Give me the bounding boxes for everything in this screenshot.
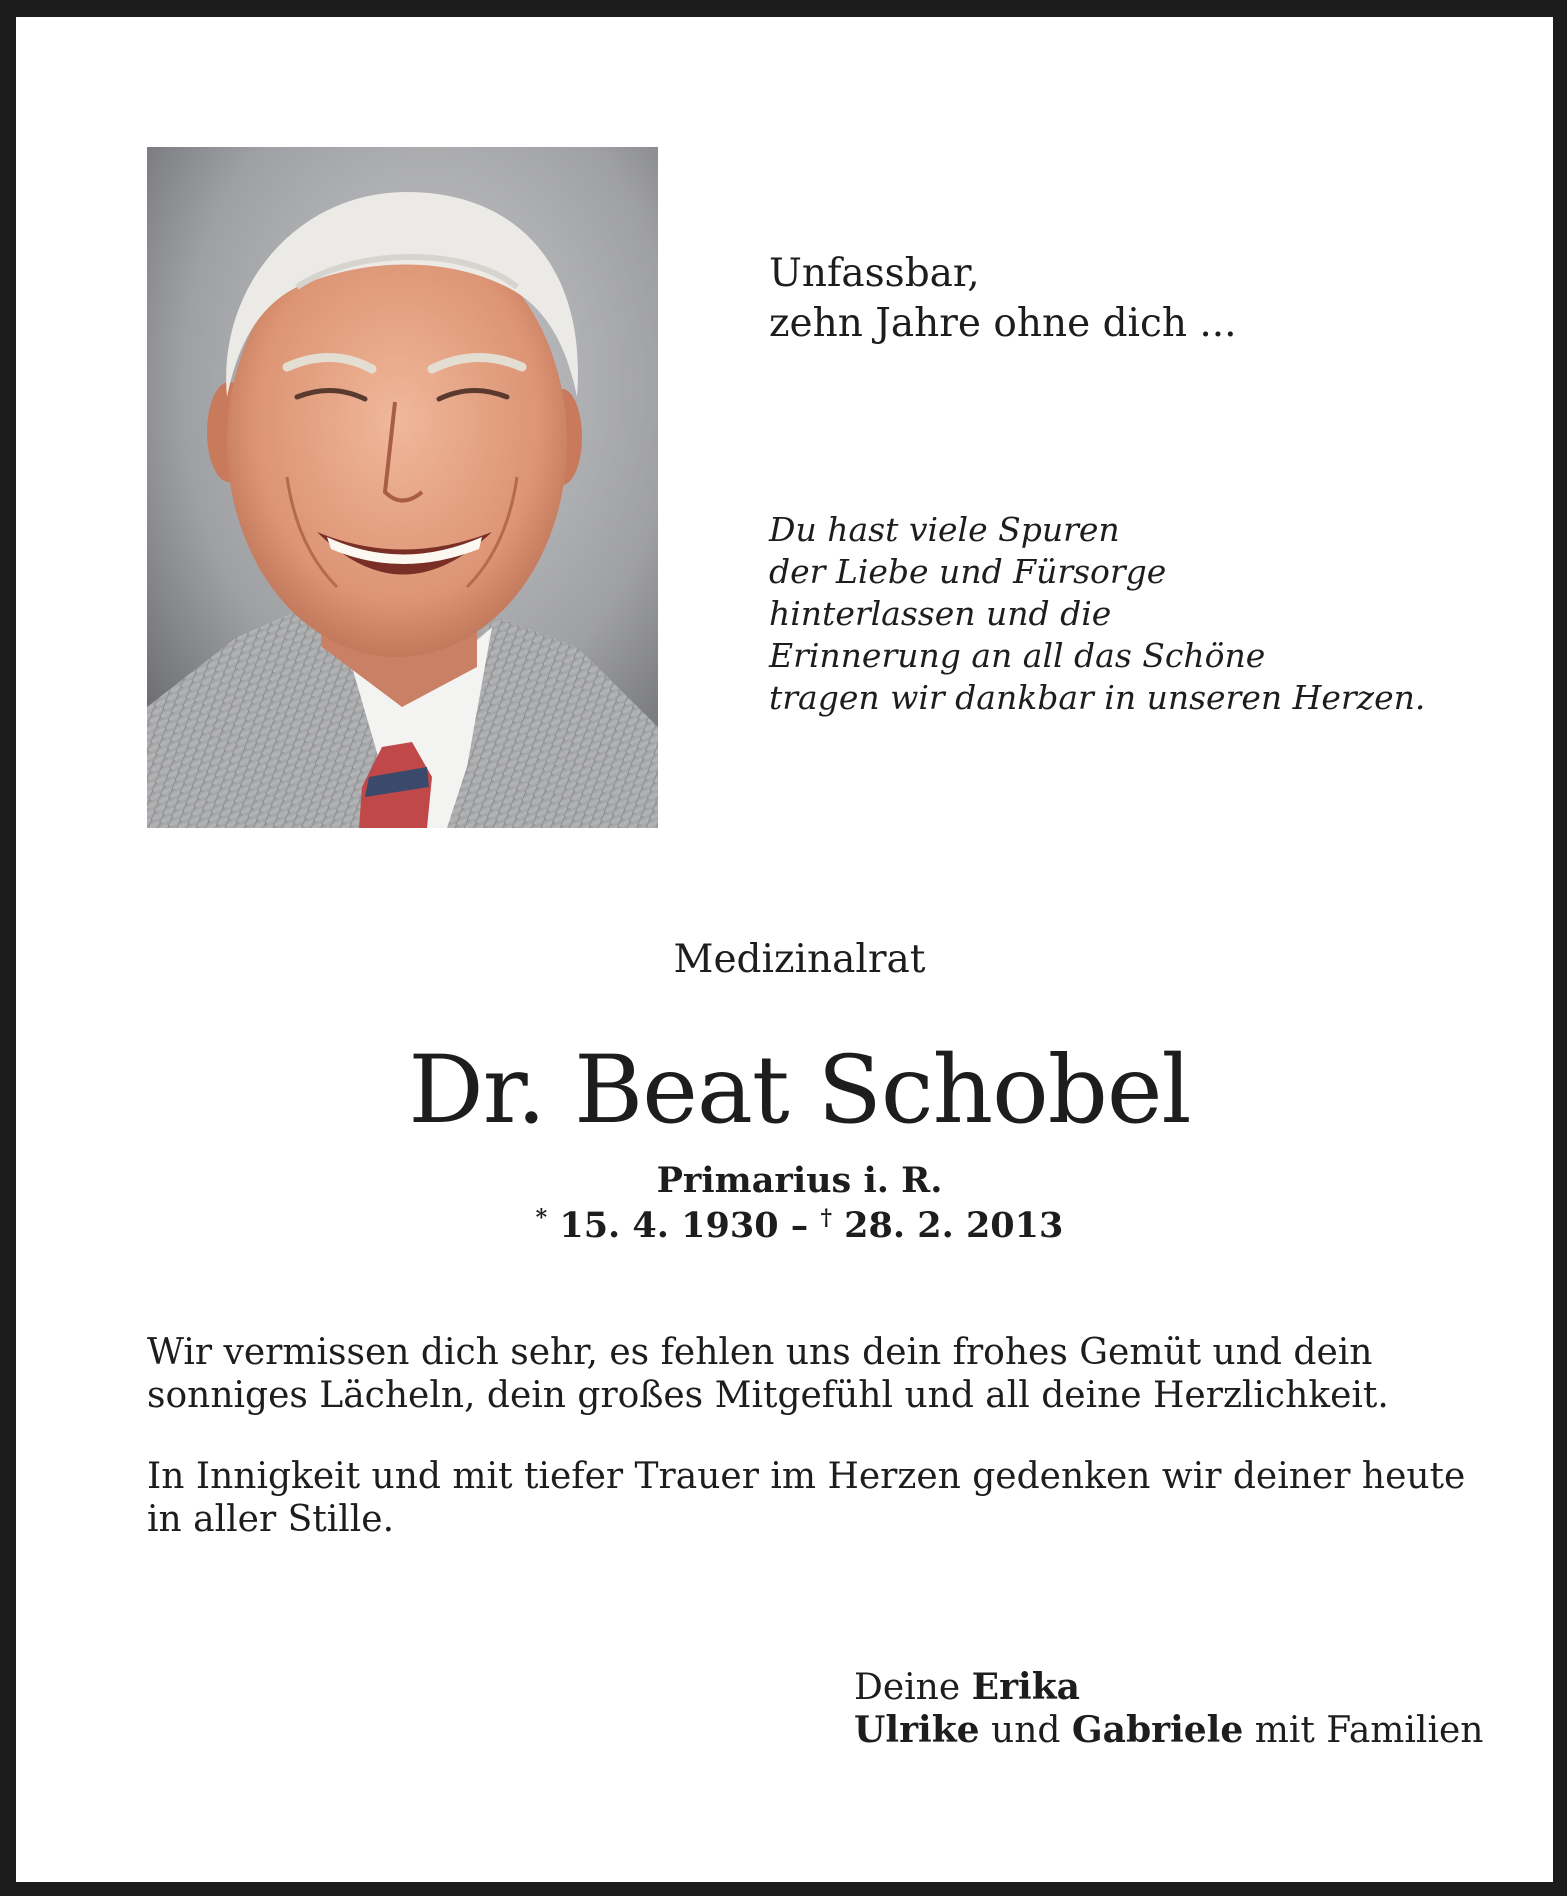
verse-line: tragen wir dankbar in unseren Herzen. bbox=[769, 678, 1426, 717]
signature-name-ulrike: Ulrike bbox=[854, 1709, 980, 1751]
message-paragraph-2: In Innigkeit und mit tiefer Trauer im Herzen gedenken wir deiner heute in aller Stille. bbox=[147, 1456, 1466, 1540]
intro-text bbox=[769, 249, 1237, 349]
signature-block bbox=[854, 1666, 1483, 1752]
signature-prefix: Deine bbox=[854, 1667, 961, 1708]
birth-date: 15. 4. 1930 bbox=[559, 1205, 779, 1246]
verse-line: Du hast viele Spuren bbox=[769, 510, 1120, 549]
signature-suffix: mit Familien bbox=[1254, 1710, 1484, 1751]
signature-line-2 bbox=[854, 1709, 1483, 1752]
signature-line-1 bbox=[854, 1666, 1483, 1709]
birth-symbol: * bbox=[535, 1205, 548, 1231]
deceased-title: Primarius i. R. bbox=[656, 1160, 943, 1201]
verse-line: Erinnerung an all das Schöne bbox=[769, 636, 1266, 675]
signature-connector: und bbox=[991, 1710, 1061, 1751]
death-symbol: † bbox=[820, 1205, 832, 1231]
life-dates bbox=[16, 1203, 1567, 1249]
signature-name-erika: Erika bbox=[971, 1666, 1080, 1708]
signature-name-gabriele: Gabriele bbox=[1071, 1709, 1244, 1751]
death-date: 28. 2. 2013 bbox=[844, 1205, 1064, 1246]
portrait-illustration bbox=[147, 147, 658, 828]
memorial-verse bbox=[769, 509, 1425, 719]
verse-line: hinterlassen und die bbox=[769, 594, 1112, 633]
deceased-name: Dr. Beat Schobel bbox=[408, 1036, 1191, 1145]
intro-line: Unfassbar, bbox=[769, 251, 980, 296]
message-paragraph-1: Wir vermissen dich sehr, es fehlen uns dein frohes Gemüt und dein sonniges Lächeln, dein großes Mitgefühl und all deine Herzlichkeit. bbox=[147, 1332, 1389, 1416]
date-dash: – bbox=[790, 1205, 809, 1246]
portrait-photo bbox=[147, 147, 658, 828]
deceased-rank: Medizinalrat bbox=[673, 937, 926, 982]
verse-line: der Liebe und Fürsorge bbox=[769, 552, 1167, 591]
intro-line: zehn Jahre ohne dich ... bbox=[769, 301, 1237, 346]
